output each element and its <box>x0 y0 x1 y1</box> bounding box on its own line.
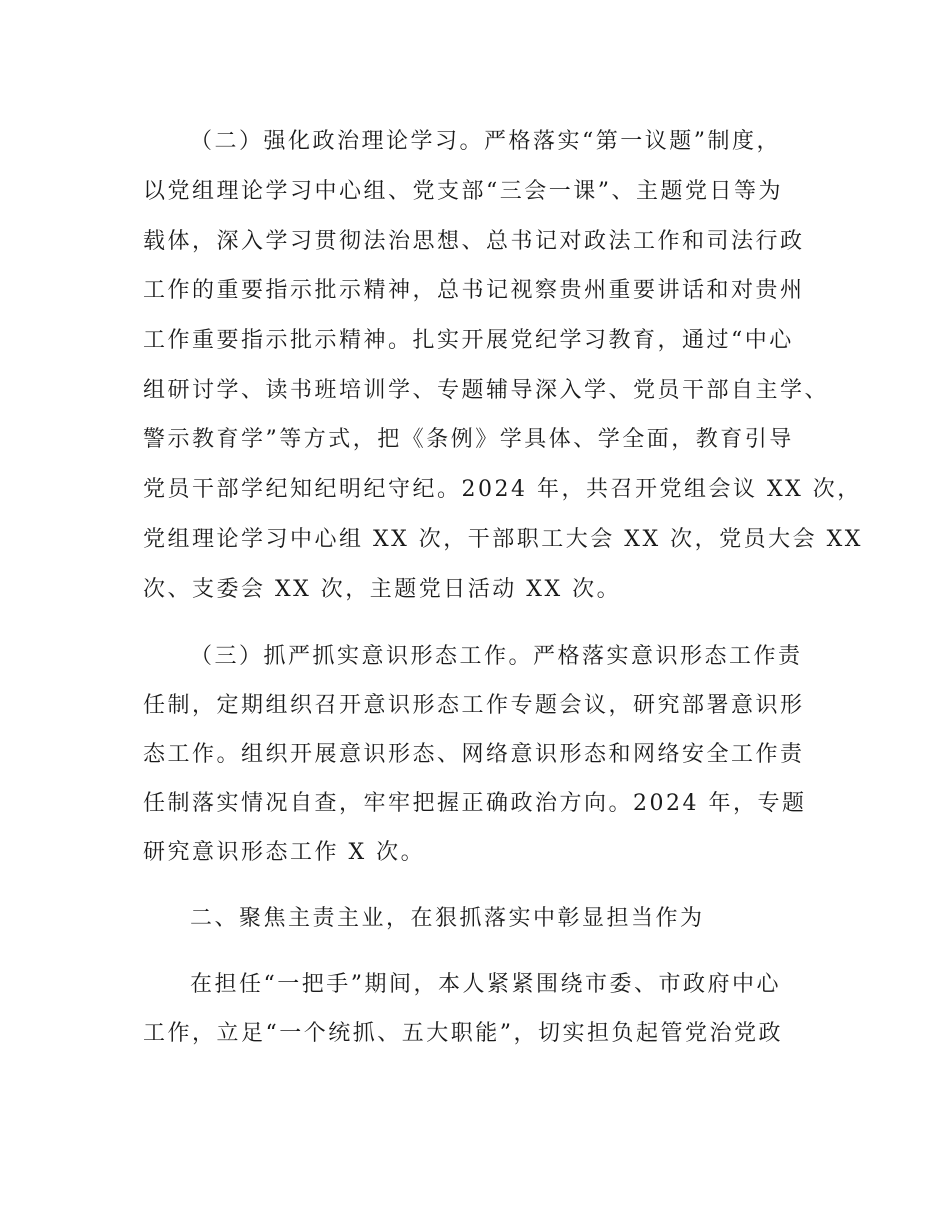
paragraph-line: 警示教育学”等方式，把《条例》学具体、学全面，教育引导 <box>143 427 794 452</box>
paragraph-line: 研究意识形态工作 X 次。 <box>143 840 426 865</box>
paragraph-line: 载体，深入学习贯彻法治思想、总书记对政法工作和司法行政 <box>143 229 805 254</box>
paragraph-line: （二）强化政治理论学习。严格落实“第一议题”制度， <box>190 129 781 154</box>
paragraph-line: 组研讨学、读书班培训学、专题辅导深入学、党员干部自主学、 <box>143 378 830 403</box>
paragraph-line: 工作的重要指示批示精神，总书记视察贵州重要讲话和对贵州 <box>143 278 805 303</box>
paragraph-line: 工作重要指示批示精神。扎实开展党纪学习教育，通过“中心 <box>143 328 794 353</box>
paragraph-line: 党组理论学习中心组 XX 次，干部职工大会 XX 次，党员大会 XX <box>143 527 863 552</box>
paragraph-line: 工作，立足“一个统抓、五大职能”，切实担负起管党治党政 <box>143 1021 783 1046</box>
paragraph-line: 党员干部学纪知纪明纪守纪。2024 年，共召开党组会议 XX 次， <box>143 477 862 502</box>
paragraph-line: 次、支委会 XX 次，主题党日活动 XX 次。 <box>143 577 622 602</box>
paragraph-line: 任制，定期组织召开意识形态工作专题会议，研究部署意识形 <box>143 693 805 718</box>
paragraph-line: 在担任“一把手”期间，本人紧紧围绕市委、市政府中心 <box>190 972 781 997</box>
section-heading: 二、聚焦主责主业，在狠抓落实中彰显担当作为 <box>190 906 705 931</box>
paragraph-line: 任制落实情况自查，牢牢把握正确政治方向。2024 年，专题 <box>143 791 807 816</box>
paragraph-line: 以党组理论学习中心组、党支部“三会一课”、主题党日等为 <box>143 179 783 204</box>
paragraph-line: 态工作。组织开展意识形态、网络意识形态和网络安全工作责 <box>143 742 805 767</box>
paragraph-line: （三）抓严抓实意识形态工作。严格落实意识形态工作责 <box>190 644 803 669</box>
